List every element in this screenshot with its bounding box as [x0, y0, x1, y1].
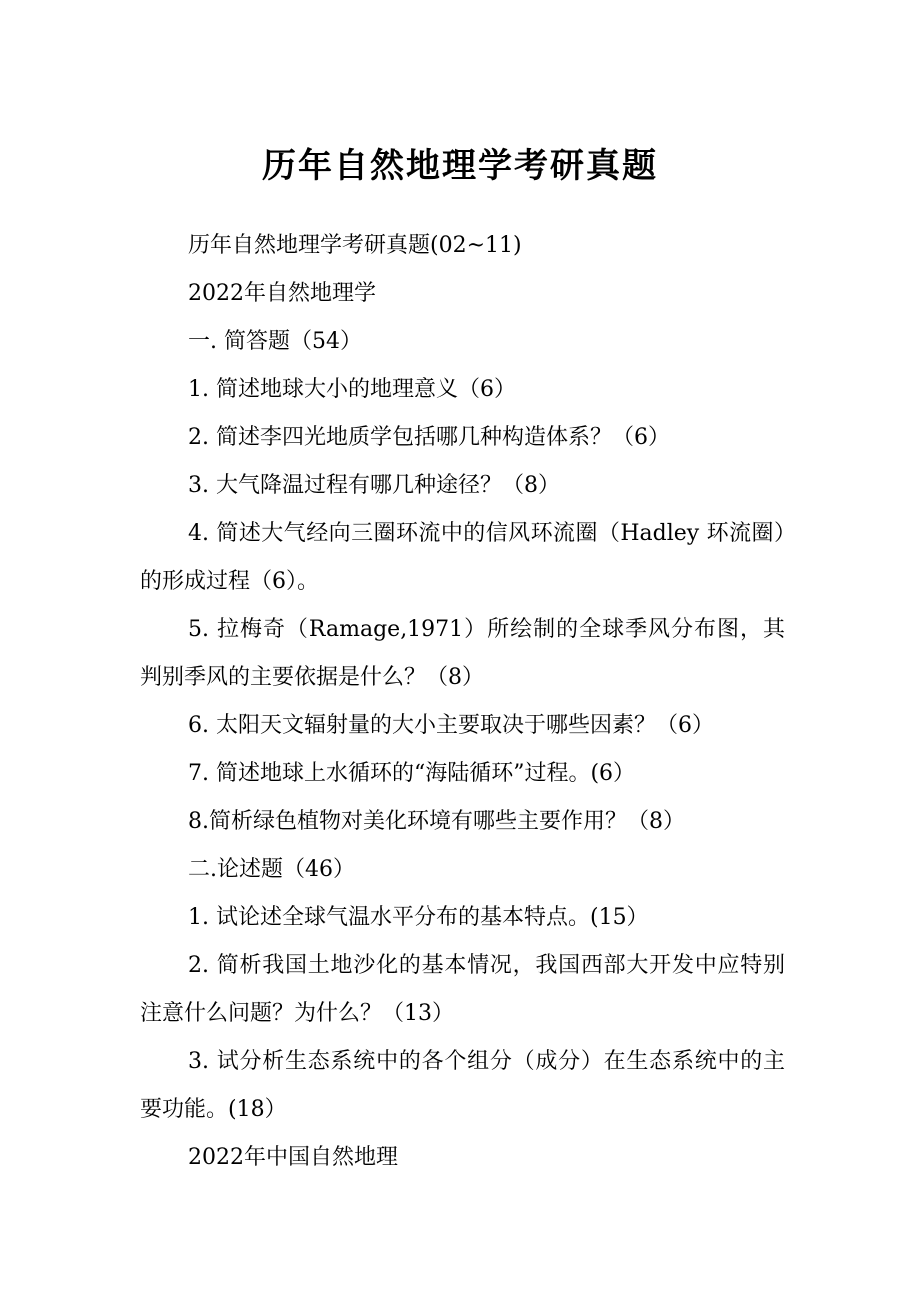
- question-item: 2. 简析我国土地沙化的基本情况，我国西部大开发中应特别注意什么问题？为什么？（13）: [140, 953, 785, 1026]
- question-item: 2. 简述李四光地质学包括哪几种构造体系？（6）: [188, 425, 670, 450]
- question-item: 8.简析绿色植物对美化环境有哪些主要作用？（8）: [188, 809, 685, 834]
- section-heading-essay: 二.论述题（46）: [188, 857, 355, 882]
- question-item: 5. 拉梅奇（Ramage,1971）所绘制的全球季风分布图，其判别季风的主要依据是什么？（8）: [140, 617, 785, 690]
- document-title: 历年自然地理学考研真题: [262, 146, 658, 186]
- question-item: 4. 简述大气经向三圈环流中的信风环流圈（Hadley 环流圈）的形成过程（6）。: [140, 521, 785, 594]
- question-item: 3. 大气降温过程有哪几种途径？（8）: [188, 473, 560, 498]
- document-body: [140, 222, 785, 1182]
- paragraph-subtitle: 历年自然地理学考研真题(02~11): [188, 233, 522, 258]
- paragraph-year-heading: 2022年中国自然地理: [188, 1145, 398, 1170]
- paragraph-year-heading: 2022年自然地理学: [188, 281, 376, 306]
- question-item: 6. 太阳天文辐射量的大小主要取决于哪些因素？（6）: [188, 713, 714, 738]
- question-item: 3. 试分析生态系统中的各个组分（成分）在生态系统中的主要功能。(18）: [140, 1049, 785, 1122]
- section-heading-short-answer: 一. 简答题（54）: [188, 329, 362, 354]
- question-item: 1. 简述地球大小的地理意义（6）: [188, 377, 516, 402]
- question-item: 7. 简述地球上水循环的“海陆循环”过程。(6）: [188, 761, 636, 786]
- question-item: 1. 试论述全球气温水平分布的基本特点。(15）: [188, 905, 649, 930]
